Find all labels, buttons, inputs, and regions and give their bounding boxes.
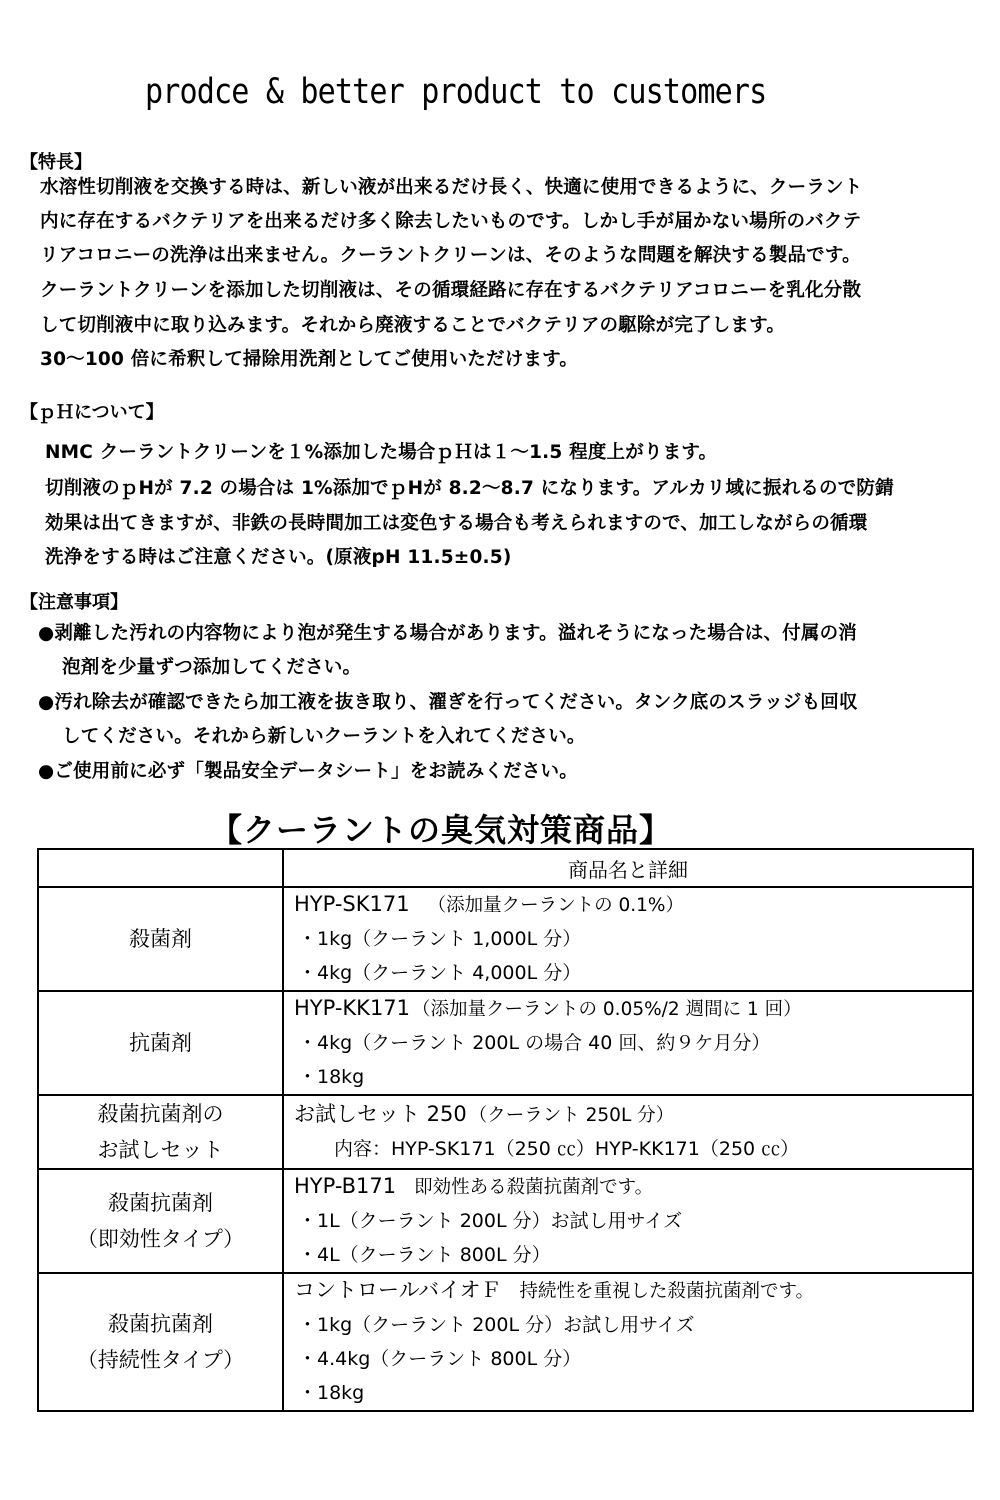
ph-line: 洗浄をする時はご注意ください。(原液pH 11.5±0.5)	[45, 547, 512, 568]
table-title: 【クーラントの臭気対策商品】	[210, 811, 673, 849]
detail-cell	[283, 1169, 973, 1273]
product-name: コントロールバイオＦ	[294, 1278, 502, 1302]
header-empty-cell	[38, 849, 283, 887]
table-row	[38, 1273, 973, 1411]
product-item: ・1kg（クーラント 1,000L 分）	[298, 928, 582, 950]
product-item: ・18kg	[298, 1382, 365, 1404]
category-cell	[38, 887, 283, 991]
product-name: HYP-KK171	[294, 996, 411, 1020]
products-table	[37, 848, 974, 1412]
caution-item: ●汚れ除去が確認できたら加工液を抜き取り、濯ぎを行ってください。タンク底のスラッジも回収	[38, 692, 858, 713]
header-cell: 商品名と詳細	[283, 849, 973, 887]
product-name: お試しセット 250	[294, 1102, 467, 1126]
headline: prodce & better product to customers	[145, 72, 767, 112]
caution-item-continued: してください。それから新しいクーラントを入れてください。	[62, 726, 586, 747]
product-item: ・4kg（クーラント 200L の場合 40 回、約９ケ月分）	[298, 1032, 771, 1054]
product-item: 内容：HYP-SK171（250 ㏄）HYP-KK171（250 ㏄）	[334, 1138, 800, 1160]
table-row	[38, 1169, 973, 1273]
table-row	[38, 991, 973, 1095]
features-line: クーラントクリーンを添加した切削液は、その循環経路に存在するバクテリアコロニーを乳化分散	[40, 280, 862, 301]
product-note: 即効性ある殺菌抗菌剤です。	[414, 1177, 654, 1198]
category-label: （持続性タイプ）	[76, 1348, 245, 1372]
category-cell	[38, 991, 283, 1095]
product-name: HYP-B171	[294, 1174, 397, 1198]
product-item: ・4kg（クーラント 4,000L 分）	[298, 962, 582, 984]
table-header-row	[38, 849, 973, 887]
product-note: （クーラント 250L 分）	[468, 1105, 675, 1126]
caution-item-continued: 泡剤を少量ずつ添加してください。	[62, 657, 362, 678]
cautions-heading: 【注意事項】	[20, 592, 128, 613]
table-row	[38, 1095, 973, 1169]
category-label: 殺菌抗菌剤	[108, 1312, 213, 1336]
features-heading: 【特長】	[20, 152, 92, 173]
detail-cell	[283, 887, 973, 991]
ph-line: 切削液のｐHが 7.2 の場合は 1%添加でｐHが 8.2～8.7 になります。アルカリ域に振れるので防錆	[45, 478, 894, 499]
category-cell	[38, 1095, 283, 1169]
detail-cell	[283, 991, 973, 1095]
ph-heading: 【ｐＨについて】	[20, 402, 164, 423]
caution-item: ●ご使用前に必ず「製品安全データシート」をお読みください。	[38, 761, 578, 782]
features-line: リアコロニーの洗浄は出来ません。クーラントクリーンは、そのような問題を解決する製品です。	[40, 245, 861, 266]
product-note: （添加量クーラントの 0.05%/2 週間に 1 回）	[412, 999, 802, 1020]
category-label: お試しセット	[97, 1138, 224, 1162]
product-item: ・1kg（クーラント 200L 分）お試し用サイズ	[298, 1314, 695, 1336]
detail-cell	[283, 1095, 973, 1169]
detail-cell	[283, 1273, 973, 1411]
product-note: 持続性を重視した殺菌抗菌剤です。	[519, 1281, 815, 1302]
category-cell	[38, 1169, 283, 1273]
features-line: して切削液中に取り込みます。それから廃液することでバクテリアの駆除が完了します。	[40, 315, 786, 336]
ph-line: NMC クーラントクリーンを１%添加した場合ｐＨは１～1.5 程度上がります。	[45, 442, 718, 463]
category-label: 殺菌剤	[129, 927, 192, 951]
category-label: （即効性タイプ）	[76, 1227, 245, 1251]
features-line: 30～100 倍に希釈して掃除用洗剤としてご使用いただけます。	[40, 349, 579, 370]
category-cell	[38, 1273, 283, 1411]
product-note: （添加量クーラントの 0.1%）	[427, 895, 684, 916]
category-label: 抗菌剤	[129, 1031, 192, 1055]
product-name: HYP-SK171	[294, 892, 410, 916]
features-line: 水溶性切削液を交換する時は、新しい液が出来るだけ長く、快適に使用できるように、クーラント	[40, 177, 863, 198]
category-label: 殺菌抗菌剤の	[97, 1102, 224, 1126]
features-line: 内に存在するバクテリアを出来るだけ多く除去したいものです。しかし手が届かない場所のバクテ	[40, 211, 862, 232]
ph-line: 効果は出てきますが、非鉄の長時間加工は変色する場合も考えられますので、加工しながらの循環	[45, 513, 868, 534]
caution-item: ●剥離した汚れの内容物により泡が発生する場合があります。溢れそうになった場合は、付属の消	[38, 623, 857, 644]
product-item: ・4L（クーラント 800L 分）	[298, 1244, 551, 1266]
product-item: ・18kg	[298, 1066, 365, 1088]
product-item: ・1L（クーラント 200L 分）お試し用サイズ	[298, 1210, 683, 1232]
category-label: 殺菌抗菌剤	[108, 1191, 213, 1215]
product-item: ・4.4kg（クーラント 800L 分）	[298, 1348, 582, 1370]
table-row	[38, 887, 973, 991]
